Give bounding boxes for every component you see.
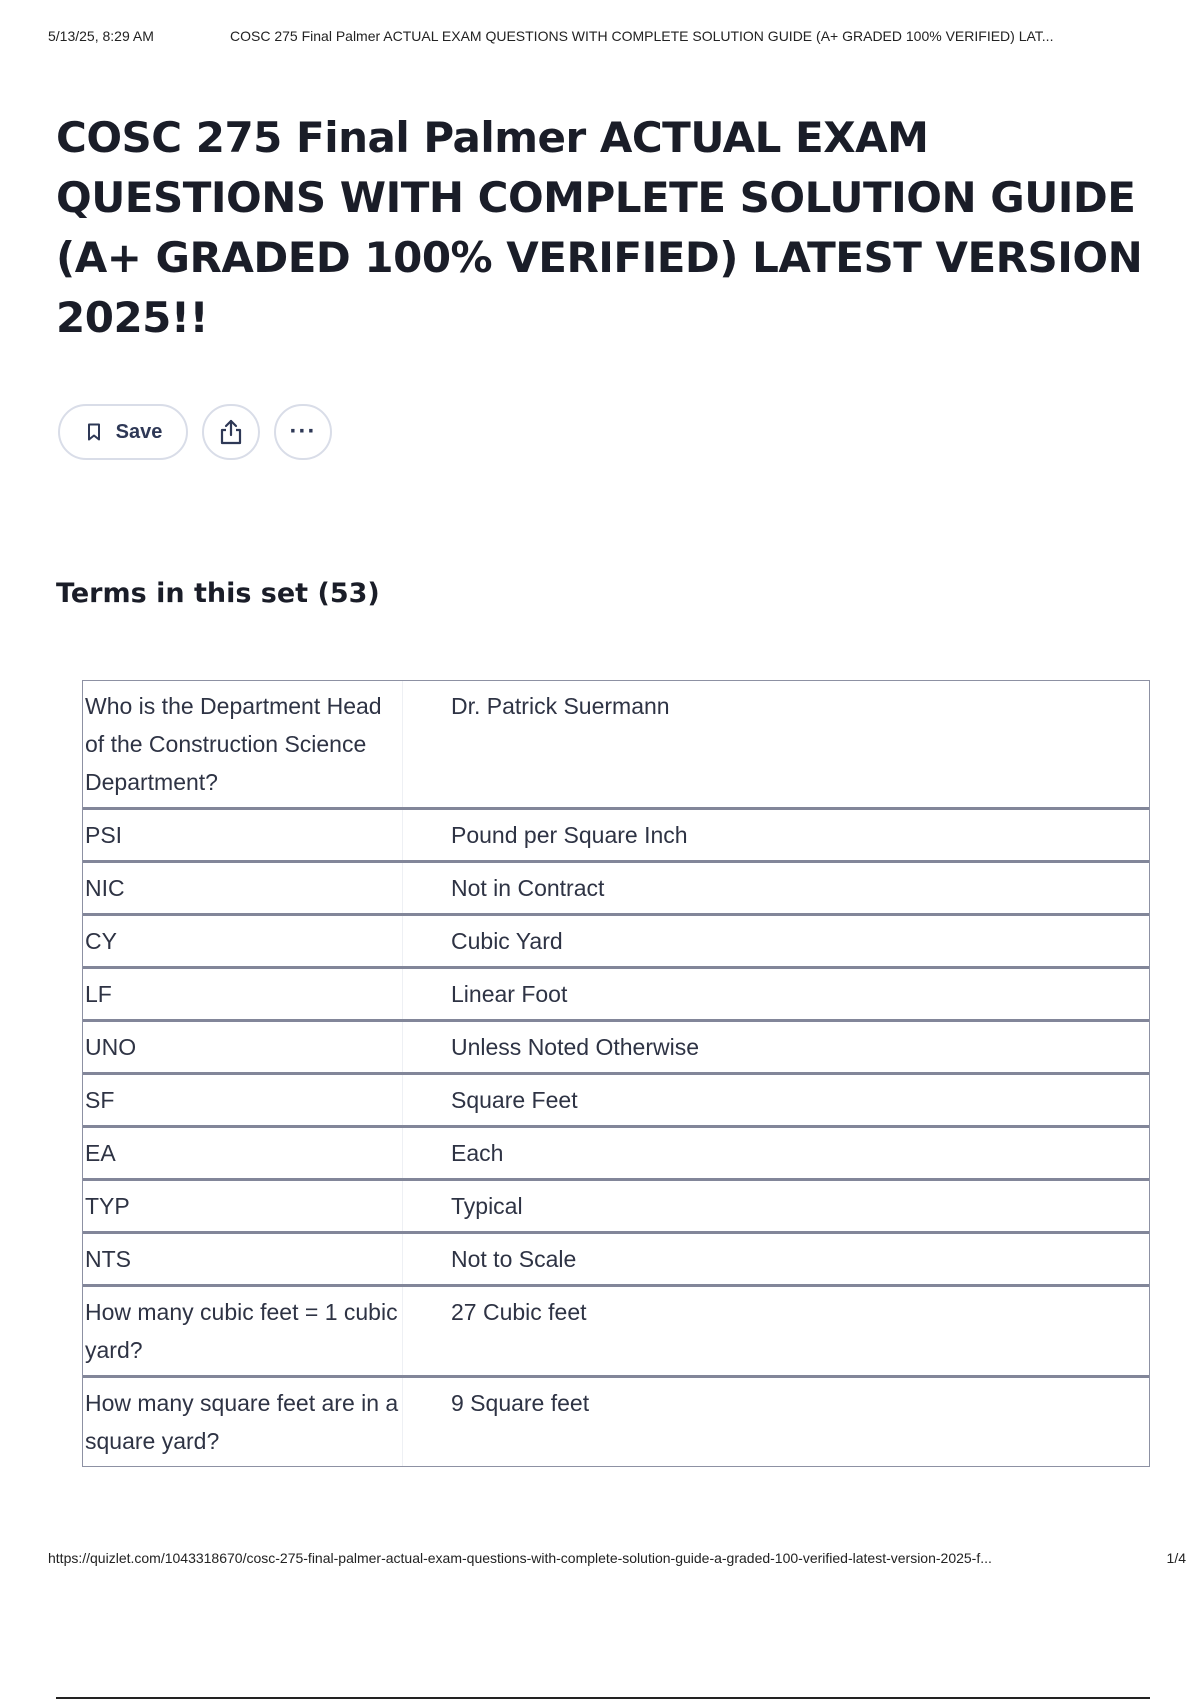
term-row [83, 969, 1149, 1022]
term-text: PSI [83, 810, 403, 860]
terms-heading: Terms in this set (53) [56, 578, 380, 609]
definition-text: Not in Contract [451, 875, 605, 901]
term-row [83, 1234, 1149, 1287]
save-button[interactable] [58, 404, 188, 460]
term-text: EA [83, 1128, 403, 1178]
definition-text: Dr. Patrick Suermann [451, 693, 670, 719]
definition-text: 27 Cubic feet [451, 1299, 587, 1325]
term-text: SF [83, 1075, 403, 1125]
term-row [83, 863, 1149, 916]
more-options-button[interactable] [274, 404, 332, 460]
term-row [83, 916, 1149, 969]
definition-text: 9 Square feet [451, 1390, 590, 1416]
print-footer [48, 1550, 1186, 1572]
term-row [83, 1287, 1149, 1378]
term-text: NIC [83, 863, 403, 913]
definition-text: Pound per Square Inch [451, 822, 688, 848]
term-text: UNO [83, 1022, 403, 1072]
print-url: https://quizlet.com/1043318670/cosc-275-final-palmer-actual-exam-questions-with-complete-solution-guide-a-graded-100-verified-latest-version-2025-f... [48, 1550, 992, 1566]
definition-text: Linear Foot [451, 981, 568, 1007]
definition-text: Unless Noted Otherwise [451, 1034, 699, 1060]
share-button[interactable] [202, 404, 260, 460]
page-bottom-rule [56, 1697, 1150, 1699]
term-row [83, 1128, 1149, 1181]
share-icon [218, 418, 244, 446]
term-row [83, 1378, 1149, 1466]
bookmark-icon [84, 422, 104, 442]
term-text: TYP [83, 1181, 403, 1231]
page-title: COSC 275 Final Palmer ACTUAL EXAM QUESTIONS WITH COMPLETE SOLUTION GUIDE (A+ GRADED 100% VERIFIED) LATEST VERSION 2025!! [56, 113, 1143, 342]
definition-text: Not to Scale [451, 1246, 577, 1272]
terms-table [82, 680, 1150, 1467]
page-number: 1/4 [1166, 1550, 1186, 1566]
print-doc-title: COSC 275 Final Palmer ACTUAL EXAM QUESTIONS WITH COMPLETE SOLUTION GUIDE (A+ GRADED 100% VERIFIED) LAT... [230, 28, 1054, 44]
term-text: CY [83, 916, 403, 966]
more-options-icon: ··· [289, 418, 317, 445]
definition-text: Typical [451, 1193, 523, 1219]
print-date: 5/13/25, 8:29 AM [48, 28, 154, 44]
term-row [83, 1181, 1149, 1234]
definition-text: Square Feet [451, 1087, 578, 1113]
term-text: How many square feet are in a square yard? [83, 1378, 403, 1466]
term-row [83, 1022, 1149, 1075]
term-text: How many cubic feet = 1 cubic yard? [83, 1287, 403, 1375]
definition-text: Cubic Yard [451, 928, 563, 954]
term-row [83, 810, 1149, 863]
term-text: Who is the Department Head of the Construction Science Department? [83, 681, 403, 807]
term-text: LF [83, 969, 403, 1019]
term-row [83, 681, 1149, 810]
term-text: NTS [83, 1234, 403, 1284]
save-button-label: Save [115, 420, 163, 443]
definition-text: Each [451, 1140, 504, 1166]
print-header [48, 28, 1186, 50]
term-row [83, 1075, 1149, 1128]
